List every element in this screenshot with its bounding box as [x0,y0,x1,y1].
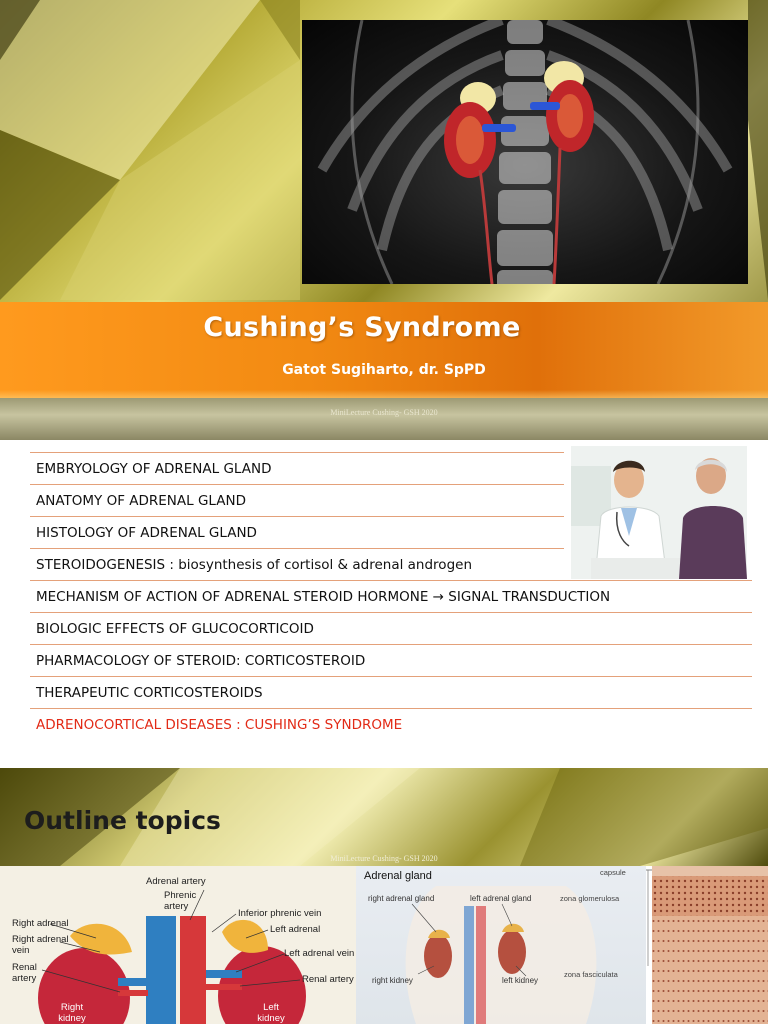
xray-illustration [302,20,748,284]
label-zona-fasciculata: zona fasciculata [564,970,618,979]
label-renal-artery: Renal artery [302,974,354,985]
topic-item-highlighted: ADRENOCORTICAL DISEASES : CUSHING’S SYNDROME [30,708,752,740]
adrenal-location-diagram [356,866,646,1024]
label-phrenic-artery: Phrenic artery [164,890,197,912]
kidney-xray-image [302,20,748,284]
histology-illustration [646,866,768,1024]
label-left-adrenal-vein: Left adrenal vein [284,948,355,959]
topic-item: ANATOMY OF ADRENAL GLAND [30,484,564,516]
label-zona-glomerulosa: zona glomerulosa [560,894,620,903]
adrenal-gland-title: Adrenal gland [364,870,432,882]
topic-item: PHARMACOLOGY OF STEROID: CORTICOSTEROID [30,644,752,676]
label-left-adrenal: Left adrenal [270,924,321,935]
label-right-kidney-small: right kidney [372,976,413,985]
adrenal-location-illustration [356,866,646,1024]
label-left-kidney-small: left kidney [502,976,539,985]
outline-footer: MiniLecture Cushing- GSH 2020 [330,854,438,863]
label-capsule: capsule [600,868,626,877]
outline-slide [0,768,768,866]
topic-item: EMBRYOLOGY OF ADRENAL GLAND [30,452,564,484]
label-right-adrenal: Right adrenal [12,918,69,929]
outline-title: Outline topics [24,806,221,835]
adrenal-histology-image [646,866,768,1024]
topic-item: STEROIDOGENESIS : biosynthesis of cortisol & adrenal androgen [30,548,564,580]
slide-title: Cushing’s Syndrome [203,312,521,343]
adrenal-vascular-diagram [0,866,356,1024]
footer-band [0,398,768,440]
topics-slide [0,440,768,764]
title-slide [0,0,768,440]
label-right-adrenal-gland: right adrenal gland [368,894,435,903]
author-name: Gatot Sugiharto, dr. SpPD [282,362,486,378]
label-right-adrenal-vein: Right adrenal vein [12,934,69,956]
topic-item: MECHANISM OF ACTION OF ADRENAL STEROID HORMONE → SIGNAL TRANSDUCTION [30,580,752,612]
label-adrenal-artery: Adrenal artery [146,876,206,887]
topic-item: THERAPEUTIC CORTICOSTEROIDS [30,676,752,708]
label-right-kidney: Right kidney [58,1002,86,1024]
topic-item: BIOLOGIC EFFECTS OF GLUCOCORTICOID [30,612,752,644]
doctor-patient-photo [571,446,747,579]
doctor-patient-illustration [571,446,747,579]
slide-footer: MiniLecture Cushing- GSH 2020 [330,408,438,417]
label-left-kidney: Left kidney [257,1002,285,1024]
label-left-adrenal-gland: left adrenal gland [470,894,532,903]
anatomy-slide [0,866,768,1024]
label-renal-artery-left-side: Renal artery [12,962,37,984]
label-inferior-phrenic-vein: Inferior phrenic vein [238,908,322,919]
topic-item: HISTOLOGY OF ADRENAL GLAND [30,516,564,548]
